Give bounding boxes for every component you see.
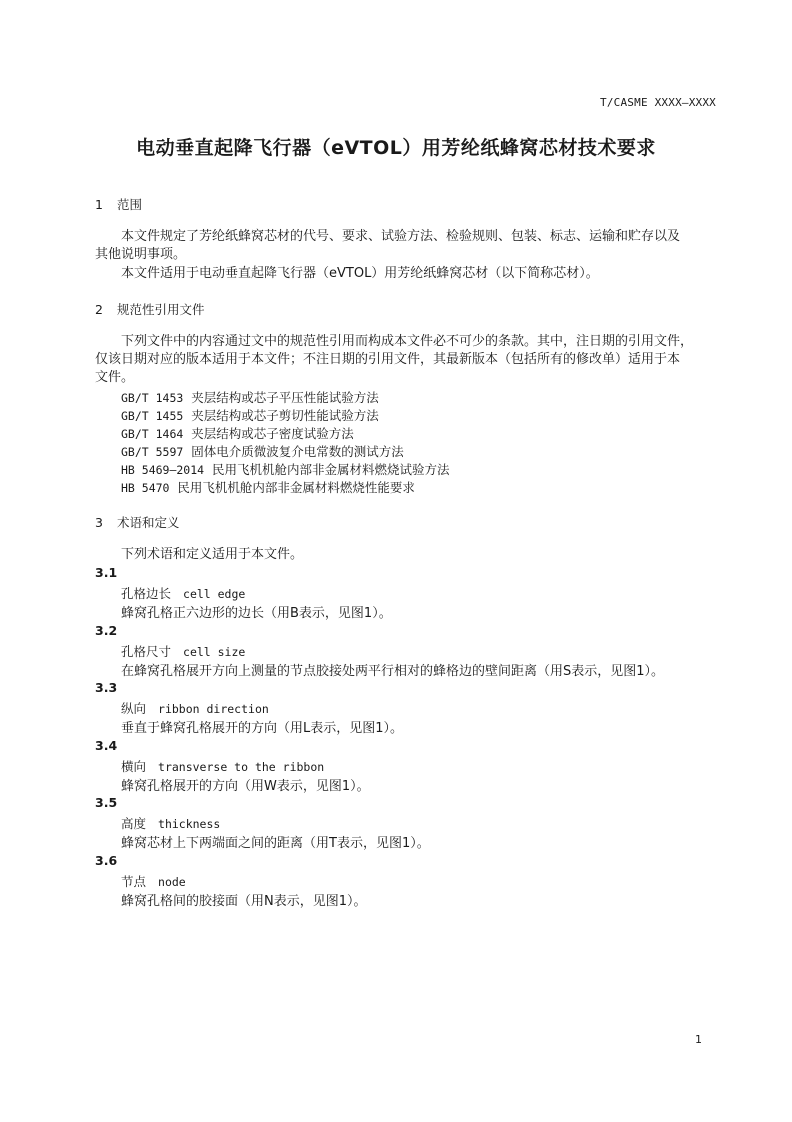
document-title: 电动垂直起降飞行器（eVTOL）用芳纶纸蜂窝芯材技术要求 [136,137,656,159]
term-english: cell edge [183,587,246,601]
term-chinese: 横向 [121,758,147,774]
terms-intro: 下列术语和定义适用于本文件。 [121,547,304,562]
term-chinese: 高度 [121,816,147,831]
term-number: 3.1 [95,565,118,580]
term-english: transverse to the ribbon [158,759,325,774]
term-definition: 蜂窝孔格正六边形的边长（用B表示，见图1）。 [121,606,392,621]
reference-code: HB 5469—2014 [121,463,205,477]
term-number: 3.4 [95,737,118,753]
reference-item [121,442,404,460]
term-english: thickness [158,817,221,831]
references-paragraph-line-2: 仅该日期对应的版本适用于本文件；不注日期的引用文件，其最新版本（包括所有的修改单）适用于本 [95,352,681,367]
term-definition: 蜂窝孔格展开的方向（用W表示，见图1）。 [121,778,370,794]
scope-paragraph-1-line-1: 本文件规定了芳纶纸蜂窝芯材的代号、要求、试验方法、检验规则、包装、标志、运输和贮存以及 [121,229,681,244]
section-title: 术语和定义 [117,515,180,530]
reference-title: 固体电介质微波复介电常数的测试方法 [191,444,404,459]
section-number: 2 [95,302,103,317]
term-english: node [158,874,186,889]
reference-title: 夹层结构或芯子平压性能试验方法 [191,390,379,405]
references-paragraph-line-1: 下列文件中的内容通过文中的规范性引用而构成本文件必不可少的条款。其中，注日期的引用文件， [121,334,694,349]
term-definition: 蜂窝芯材上下两端面之间的距离（用T表示，见图1）。 [121,836,430,851]
section-heading-normative-references [95,300,205,318]
term-entry [121,584,245,602]
term-chinese: 纵向 [121,701,147,716]
term-english: cell size [183,644,246,659]
reference-title: 民用飞机机舱内部非金属材料燃烧性能要求 [177,480,415,495]
term-entry [121,814,220,832]
term-definition: 蜂窝孔格间的胶接面（用N表示，见图1）。 [121,893,367,909]
term-number: 3.6 [95,852,118,868]
document-code: T/CASME XXXX—XXXX [600,96,716,109]
page-number: 1 [695,1033,702,1046]
section-heading-terms-and-definitions [95,513,180,531]
reference-title: 夹层结构或芯子剪切性能试验方法 [191,408,379,423]
section-title: 规范性引用文件 [117,302,205,317]
reference-title: 民用飞机机舱内部非金属材料燃烧试验方法 [212,462,450,477]
reference-item [121,424,354,442]
term-entry [121,757,324,775]
reference-code: GB/T 1455 [121,409,184,423]
term-english: ribbon direction [158,702,269,716]
term-chinese: 孔格边长 [121,586,172,601]
term-number: 3.2 [95,622,118,638]
section-number: 1 [95,197,103,212]
term-entry [121,872,186,890]
reference-title: 夹层结构或芯子密度试验方法 [191,426,354,441]
section-heading-scope [95,195,142,213]
term-number: 3.3 [95,680,118,695]
reference-code: HB 5470 [121,481,170,495]
term-chinese: 节点 [121,873,147,889]
reference-code: GB/T 1453 [121,391,184,405]
reference-item [121,478,415,496]
term-number: 3.5 [95,795,118,810]
reference-item [121,460,450,478]
reference-item [121,388,379,406]
references-paragraph-line-3: 文件。 [95,370,135,385]
scope-paragraph-1-line-2: 其他说明事项。 [95,247,187,262]
term-entry [121,699,269,717]
term-definition: 垂直于蜂窝孔格展开的方向（用L表示，见图1）。 [121,721,404,736]
reference-code: GB/T 1464 [121,427,184,441]
term-entry [121,642,245,660]
term-chinese: 孔格尺寸 [121,643,172,659]
reference-code: GB/T 5597 [121,445,184,459]
section-title: 范围 [117,197,143,212]
scope-paragraph-2: 本文件适用于电动垂直起降飞行器（eVTOL）用芳纶纸蜂窝芯材（以下简称芯材）。 [121,266,599,281]
term-definition: 在蜂窝孔格展开方向上测量的节点胶接处两平行相对的蜂格边的壁间距离（用S表示，见图1）。 [121,663,665,679]
reference-item [121,406,379,424]
section-number: 3 [95,515,103,530]
